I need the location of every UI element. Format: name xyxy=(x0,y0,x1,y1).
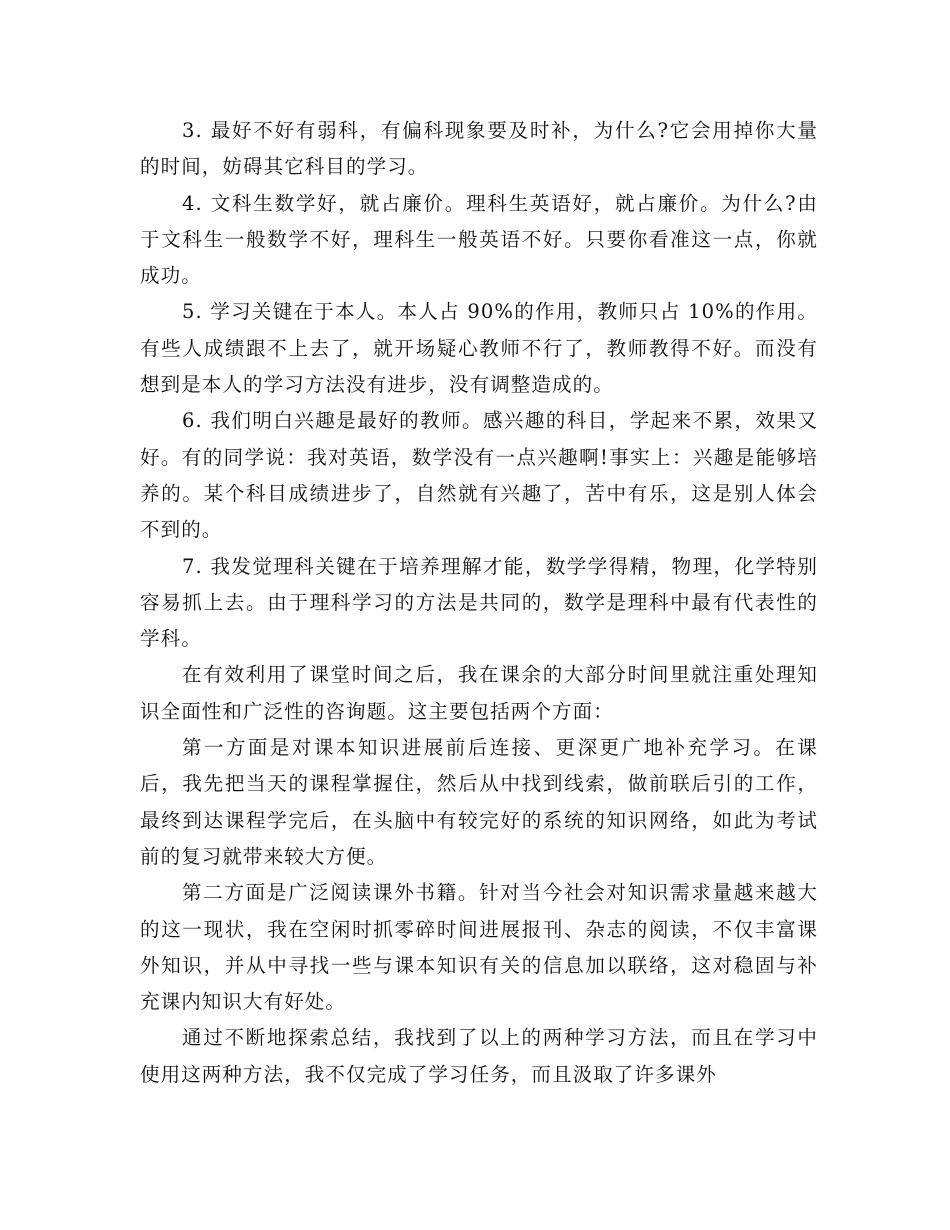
paragraph-point-7: 7. 我发觉理科关键在于培养理解才能，数学学得精，物理，化学特别容易抓上去。由于理科学习的方法是共同的，数学是理科中最有代表性的学科。 xyxy=(140,554,818,651)
paragraph-first-aspect: 第一方面是对课本知识进展前后连接、更深更广地补充学习。在课后，我先把当天的课程掌握住，然后从中找到线索，做前联后引的工作，最终到达课程学完后，在头脑中有较完好的系统的知识网络，如此为考试前的复习就带来较大方便。 xyxy=(140,736,818,868)
paragraph-point-6: 6. 我们明白兴趣是最好的教师。感兴趣的科目，学起来不累，效果又好。有的同学说：我对英语，数学没有一点兴趣啊!事实上：兴趣是能够培养的。某个科目成绩进步了，自然就有兴趣了，苦中有乐，这是别人体会不到的。 xyxy=(140,409,818,542)
paragraph-summary: 通过不断地探索总结，我找到了以上的两种学习方法，而且在学习中使用这两种方法，我不仅完成了学习任务，而且汲取了许多课外 xyxy=(140,1026,818,1086)
paragraph-point-3: 3. 最好不好有弱科，有偏科现象要及时补，为什么?它会用掉你大量的时间，妨碍其它科目的学习。 xyxy=(140,119,818,179)
paragraph-second-aspect: 第二方面是广泛阅读课外书籍。针对当今社会对知识需求量越来越大的这一现状，我在空闲时抓零碎时间进展报刊、杂志的阅读，不仅丰富课外知识，并从中寻找一些与课本知识有关的信息加以联络，这对稳固与补充课内知识大有好处。 xyxy=(140,881,818,1014)
paragraph-after-class: 在有效利用了课堂时间之后，我在课余的大部分时间里就注重处理知识全面性和广泛性的咨询题。这主要包括两个方面： xyxy=(140,663,818,723)
paragraph-point-4: 4. 文科生数学好，就占廉价。理科生英语好，就占廉价。为什么?由于文科生一般数学不好，理科生一般英语不好。只要你看准这一点，你就成功。 xyxy=(140,191,818,288)
document-body xyxy=(140,113,818,1093)
paragraph-point-5: 5. 学习关键在于本人。本人占 90%的作用，教师只占 10%的作用。有些人成绩跟不上去了，就开场疑心教师不行了，教师教得不好。而没有想到是本人的学习方法没有进步，没有调整造成的。 xyxy=(140,300,818,397)
